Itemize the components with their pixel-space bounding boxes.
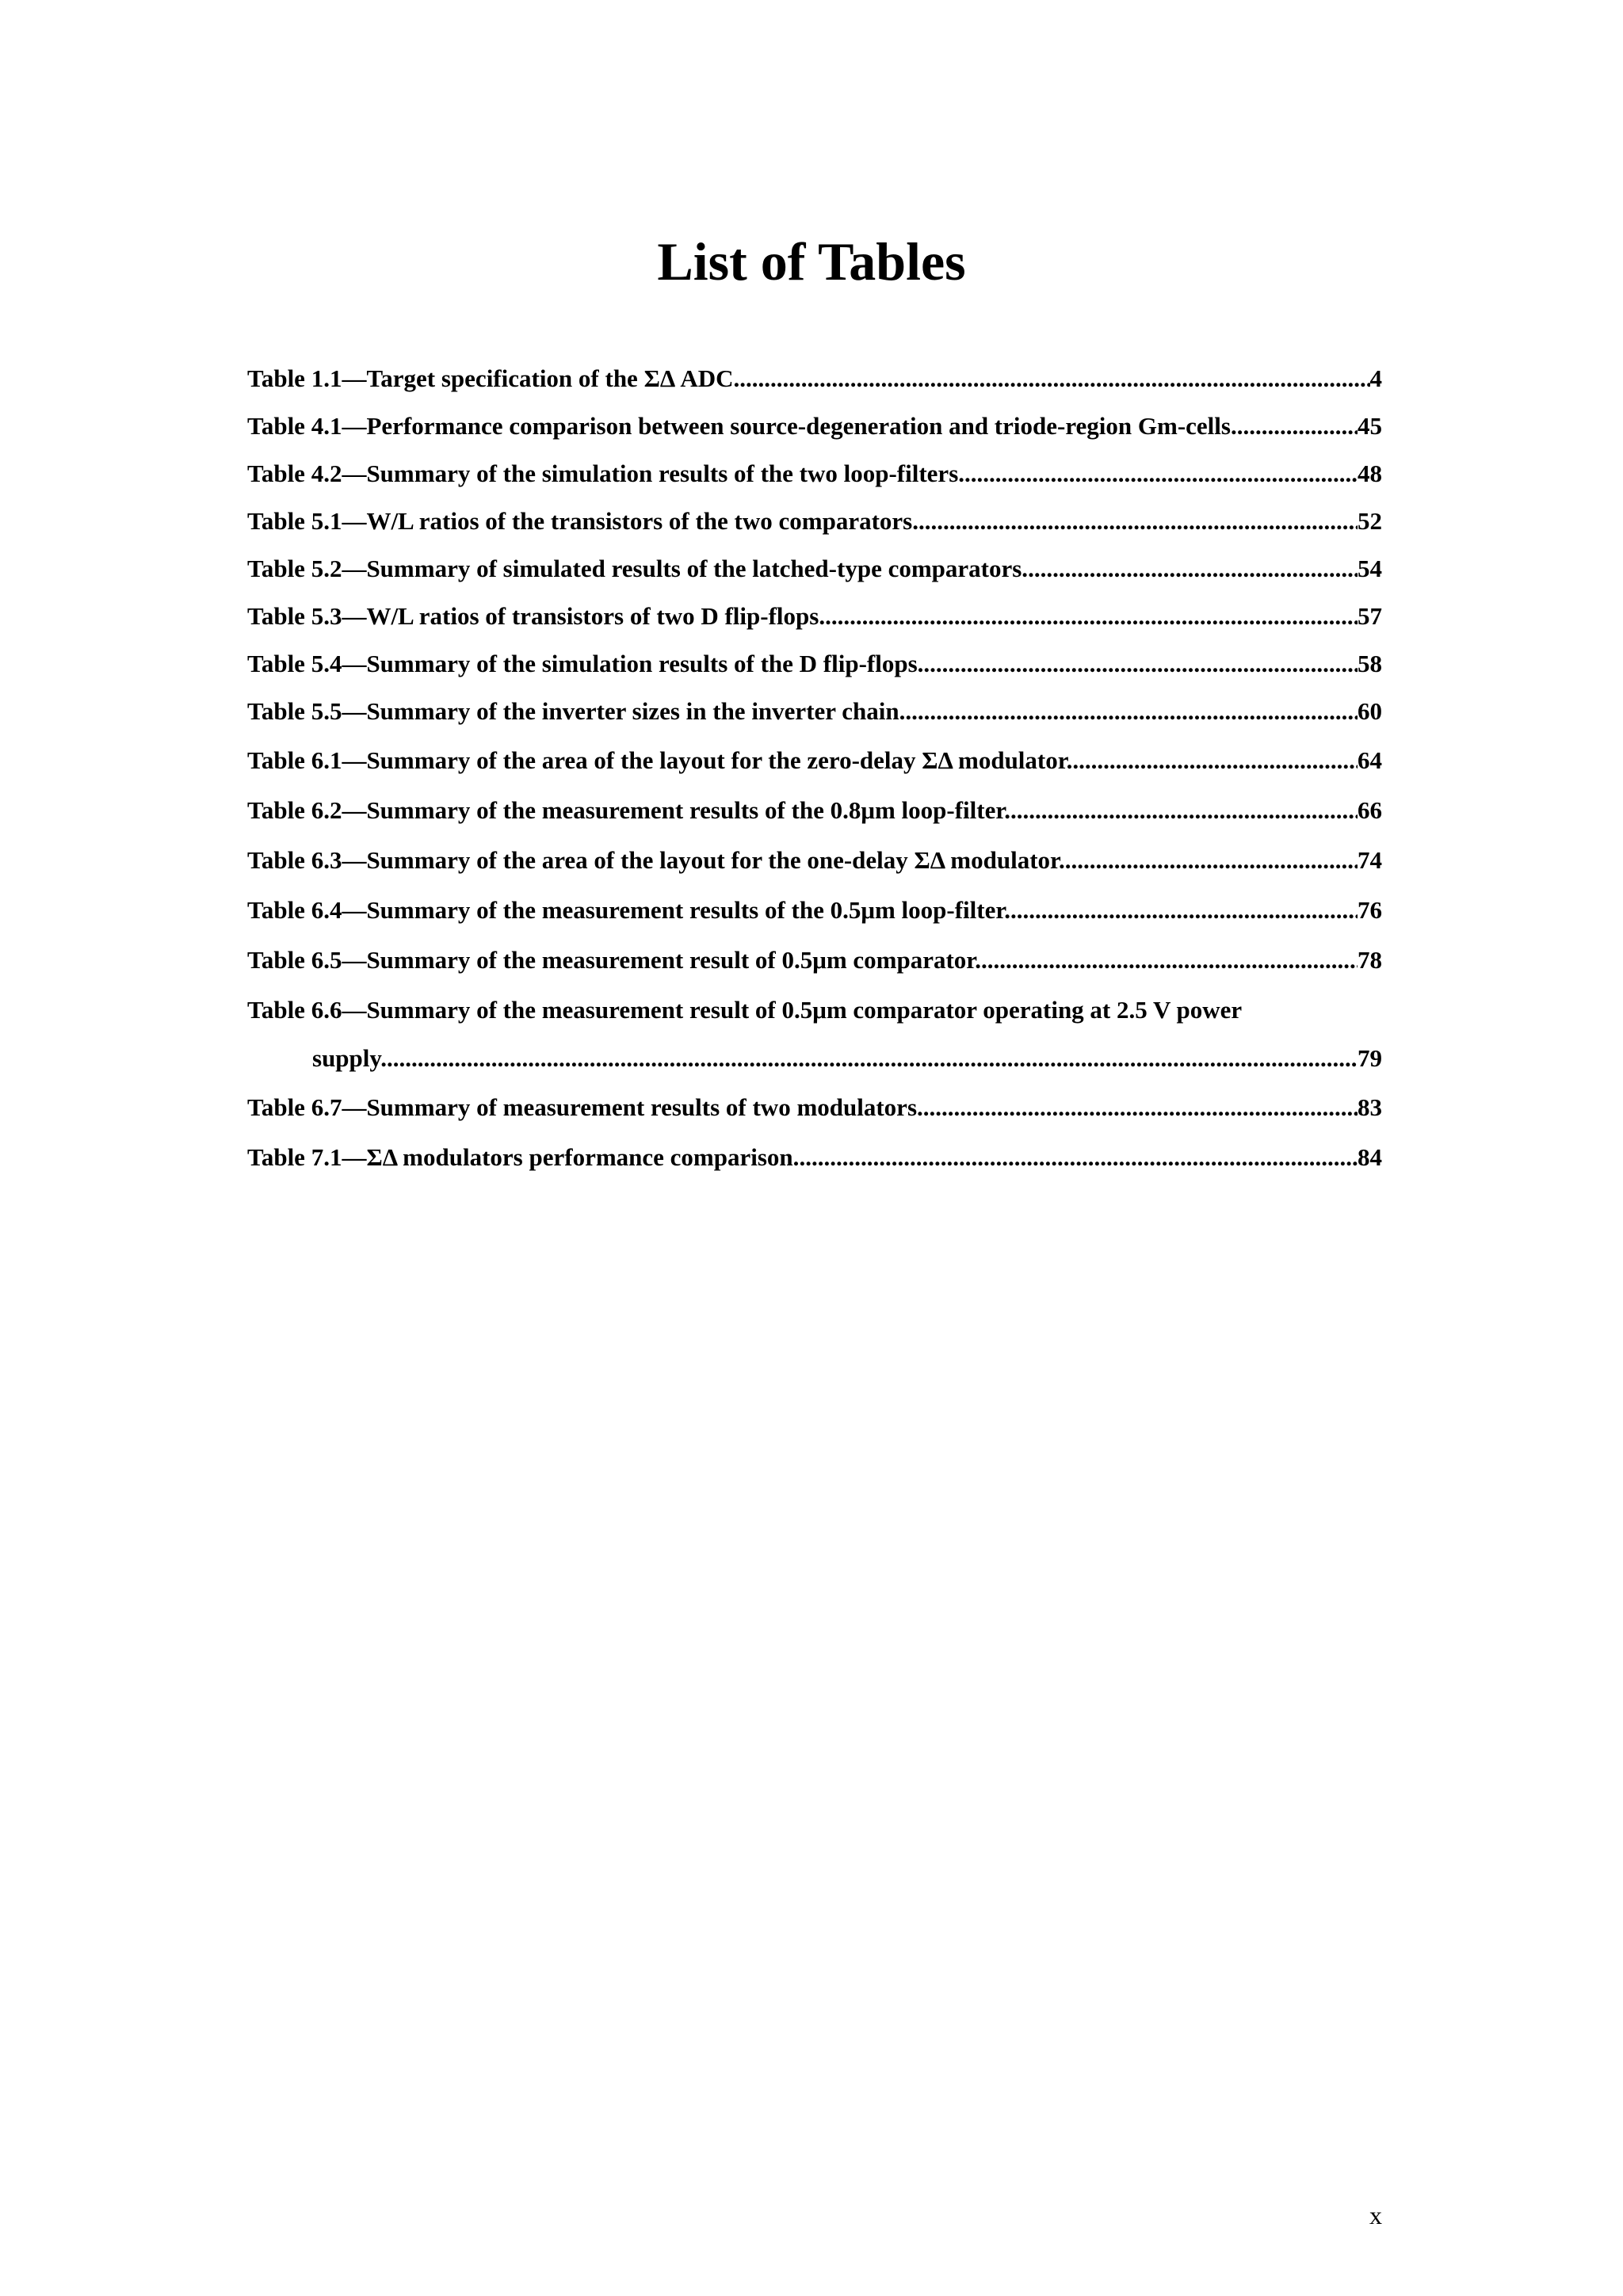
toc-entry-table-5-1[interactable] [247,498,1382,545]
dot-leader [923,1082,1358,1132]
toc-entry-table-4-2[interactable] [247,450,1382,498]
toc-entry-table-4-1[interactable] [247,402,1382,450]
toc-entry-title-continuation: supply. [312,1044,387,1072]
toc-entry-title: Table 6.1—Summary of the area of the layout for the zero-delay ΣΔ modulator. [247,746,1073,774]
toc-entry-title: Table 5.1—W/L ratios of the transistors of the two comparators. [247,507,918,535]
dot-leader [387,1035,1358,1082]
toc-entry-title: Table 6.6—Summary of the measurement result of 0.5μm comparator operating at 2.5 V power [247,996,1243,1024]
toc-entry-page: 60 [1358,697,1382,725]
table-list [247,355,1382,1182]
dot-leader [1010,885,1358,935]
toc-entry-table-6-1[interactable] [247,735,1382,785]
toc-entry-page: 54 [1358,555,1382,582]
toc-entry-page: 57 [1358,602,1382,630]
toc-entry-page: 84 [1358,1143,1382,1171]
toc-entry-page: 78 [1358,946,1382,974]
toc-entry-table-6-7[interactable] [247,1082,1382,1132]
dot-leader [799,1132,1358,1182]
toc-entry-title: Table 4.2—Summary of the simulation results of the two loop-filters. [247,460,965,487]
toc-entry-page: 64 [1358,746,1382,774]
dot-leader [918,498,1358,545]
toc-entry-title: Table 5.2—Summary of simulated results of the latched-type comparators. [247,555,1029,582]
toc-entry-page: 83 [1358,1093,1382,1121]
toc-entry-table-6-4[interactable] [247,885,1382,935]
toc-entry-page: 48 [1358,460,1382,487]
toc-entry-table-6-2[interactable] [247,785,1382,835]
page-number: x [1369,2201,1382,2229]
toc-entry-table-5-5[interactable] [247,688,1382,735]
toc-entry-title: Table 7.1—ΣΔ modulators performance comparison. [247,1143,800,1171]
toc-entry-table-5-4[interactable] [247,640,1382,688]
toc-entry-page: 4 [1369,364,1382,392]
dot-leader [1237,402,1358,450]
toc-entry-table-6-5[interactable] [247,935,1382,985]
dot-leader [825,593,1358,640]
dot-leader [981,935,1358,985]
dot-leader [964,450,1358,498]
toc-entry-title: Table 6.3—Summary of the area of the layout for the one-delay ΣΔ modulator. [247,846,1065,874]
toc-entry-page: 74 [1358,846,1382,874]
toc-entry-table-5-3[interactable] [247,593,1382,640]
toc-entry-table-1-1[interactable] [247,355,1382,402]
dot-leader [1028,545,1358,593]
toc-entry-page: 52 [1358,507,1382,535]
toc-entry-title: Table 1.1—Target specification of the ΣΔ ADC. [247,364,740,392]
dot-leader [1065,835,1358,885]
toc-entry-title: Table 5.5—Summary of the inverter sizes in the inverter chain. [247,697,906,725]
toc-entry-title: Table 6.4—Summary of the measurement results of the 0.5μm loop-filter. [247,896,1010,924]
toc-entry-page: 58 [1358,650,1382,677]
toc-entry-title: Table 6.7—Summary of measurement results of two modulators. [247,1093,923,1121]
toc-entry-table-5-2[interactable] [247,545,1382,593]
toc-entry-page: 76 [1358,896,1382,924]
toc-entry-page: 66 [1358,796,1382,824]
page-title: List of Tables [657,231,966,292]
dot-leader [739,355,1369,402]
toc-entry-title: Table 5.4—Summary of the simulation results of the D flip-flops. [247,650,924,677]
toc-entry-table-6-3[interactable] [247,835,1382,885]
toc-entry-title: Table 6.5—Summary of the measurement result of 0.5μm comparator. [247,946,981,974]
toc-entry-table-6-6[interactable] [247,985,1382,1082]
dot-leader [1010,785,1358,835]
dot-leader [1072,735,1358,785]
toc-entry-title: Table 5.3—W/L ratios of transistors of two D flip-flops. [247,602,826,630]
toc-entry-page: 79 [1358,1044,1382,1072]
dot-leader [905,688,1358,735]
toc-entry-title: Table 4.1—Performance comparison between source-degeneration and triode-region Gm-cells. [247,412,1237,440]
toc-entry-title: Table 6.2—Summary of the measurement results of the 0.8μm loop-filter. [247,796,1010,824]
dot-leader [923,640,1358,688]
toc-entry-page: 45 [1358,412,1382,440]
toc-entry-table-7-1[interactable] [247,1132,1382,1182]
